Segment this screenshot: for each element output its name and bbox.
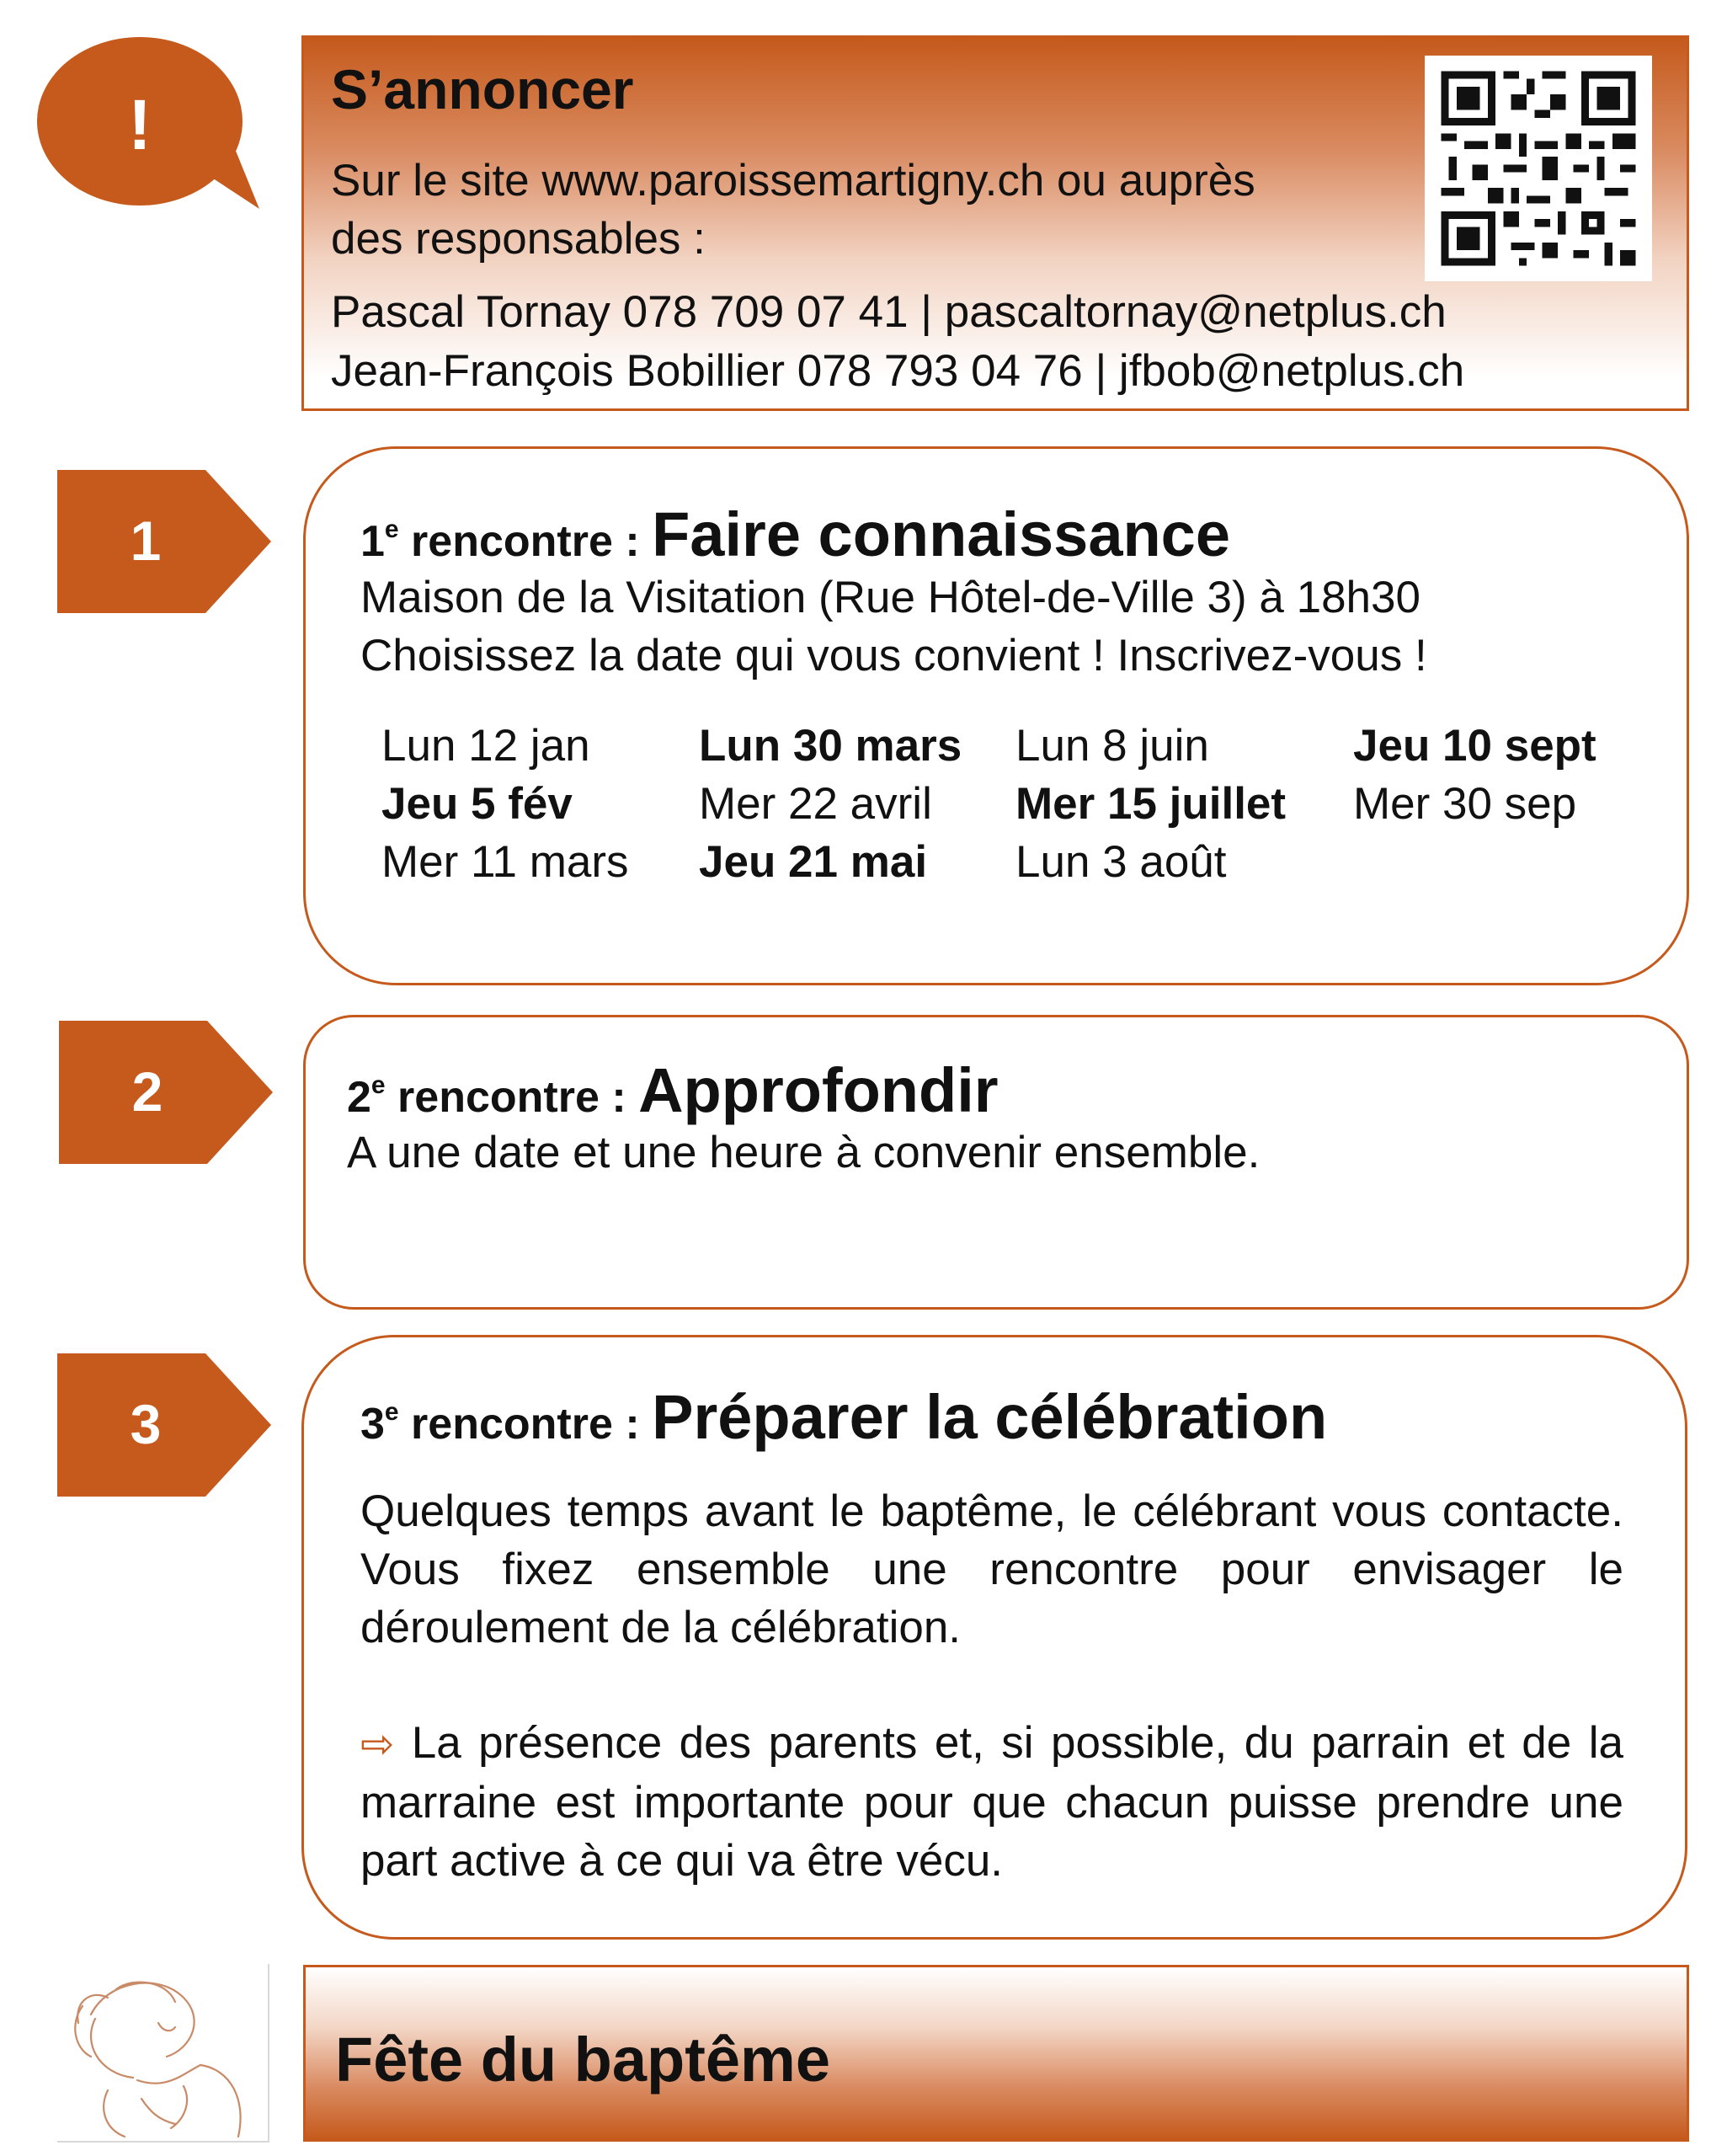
meeting-3-note (360, 1714, 1623, 1890)
date-item[interactable]: Lun 3 août (1015, 837, 1227, 887)
announce-title: S’annoncer (331, 58, 634, 120)
announce-text-line1: Sur le site www.paroissemartigny.ch ou auprès (331, 156, 1255, 205)
announce-bubble-icon (32, 35, 276, 221)
qr-code-icon[interactable] (1425, 56, 1652, 281)
announce-text (331, 152, 1255, 268)
meeting-2-ordinal: 2 (347, 1073, 371, 1122)
announce-text-line2: des responsables : (331, 214, 706, 264)
meeting-1-location: Maison de la Visitation (Rue Hôtel-de-Ville 3) à 18h30 (360, 573, 1421, 622)
meeting-1-instruction: Choisissez la date qui vous convient ! Inscrivez-vous ! (360, 631, 1427, 680)
meeting-3-title: Préparer la célébration (652, 1382, 1328, 1452)
meeting-1-heading (360, 499, 1230, 570)
meeting-2-prefix: rencontre : (385, 1073, 639, 1122)
date-item[interactable]: Mer 15 juillet (1015, 779, 1287, 829)
step-1-number: 1 (130, 510, 162, 572)
meeting-1-ordinal-suffix: e (384, 515, 399, 543)
exclamation-icon: ! (128, 85, 152, 164)
meeting-2-title: Approfondir (638, 1055, 999, 1125)
date-item[interactable]: Jeu 10 sept (1353, 721, 1596, 771)
meeting-1-prefix: rencontre : (398, 517, 653, 566)
meeting-3-heading (360, 1381, 1327, 1453)
step-2-number: 2 (131, 1060, 163, 1123)
date-item[interactable]: Lun 8 juin (1015, 721, 1209, 771)
meeting-3-ordinal-suffix: e (384, 1398, 399, 1426)
footer-title: Fête du baptême (335, 2025, 830, 2095)
contact-pascal[interactable]: Pascal Tornay 078 709 07 41 | pascaltornay@netplus.ch (331, 287, 1447, 337)
date-item[interactable]: Lun 30 mars (699, 721, 962, 771)
date-item[interactable]: Jeu 5 fév (381, 779, 573, 829)
date-item[interactable]: Lun 12 jan (381, 721, 590, 771)
meeting-1-title: Faire connaissance (652, 499, 1230, 569)
baby-illustration-icon (57, 1964, 269, 2143)
meeting-2-ordinal-suffix: e (370, 1071, 386, 1099)
meeting-2-heading (347, 1054, 999, 1126)
meeting-3-ordinal: 3 (360, 1400, 385, 1449)
date-item[interactable]: Mer 30 sep (1353, 779, 1577, 829)
meeting-3-note-text: La présence des parents et, si possible, du parrain et de la marraine est importante pour que chacun puisse prendre une part active à ce qui va être vécu. (360, 1718, 1624, 1886)
date-item[interactable]: Mer 11 mars (381, 837, 629, 887)
contact-jean-francois[interactable]: Jean-François Bobillier 078 793 04 76 | jfbob@netplus.ch (331, 346, 1465, 396)
arrow-right-icon: ⇨ (360, 1722, 395, 1767)
meeting-2-text: A une date et une heure à convenir ensemble. (347, 1128, 1261, 1177)
step-3-number: 3 (130, 1393, 162, 1455)
meeting-3-prefix: rencontre : (398, 1400, 653, 1449)
meeting-3-paragraph: Quelques temps avant le baptême, le célébrant vous contacte. Vous fixez ensemble une rencontre pour envisager le déroulement de la célébration. (360, 1486, 1623, 1652)
date-item[interactable]: Mer 22 avril (699, 779, 932, 829)
date-item[interactable]: Jeu 21 mai (699, 837, 928, 887)
meeting-1-ordinal: 1 (360, 517, 385, 566)
